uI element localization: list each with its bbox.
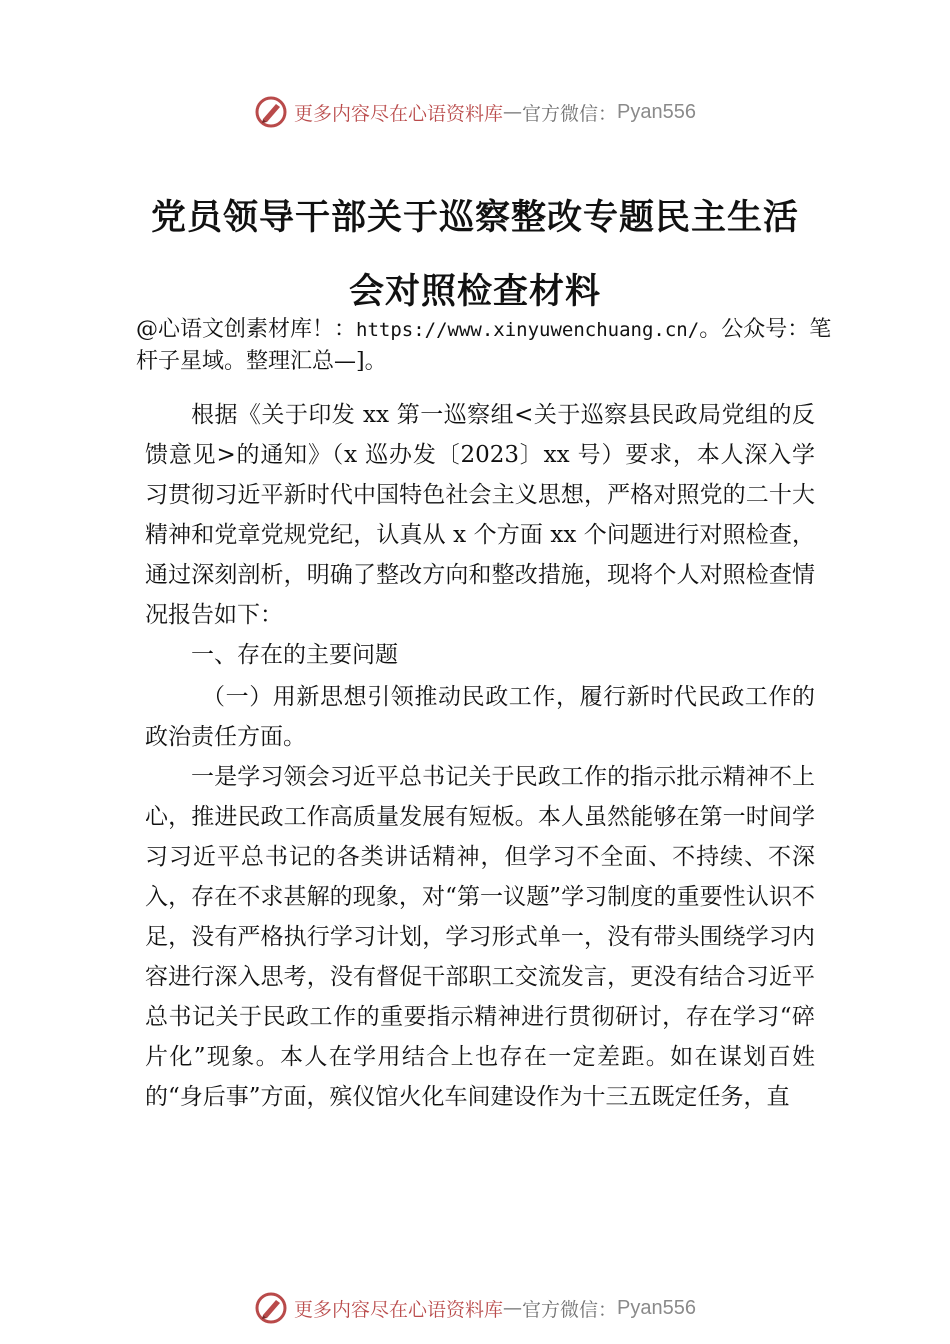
subsection-heading: （一）用新思想引领推动民政工作，履行新时代民政工作的政治责任方面。 [145,684,815,750]
wechat-id: Pyan556 [617,100,696,123]
source-prefix: @心语文创素材库！： [136,317,357,342]
paragraph-intro: 根据《关于印发 xx 第一巡察组<关于巡察县民政局党组的反馈意见>的通知》（x 巡办发〔2023〕xx 号）要求，本人深入学习贯彻习近平新时代中国特色社会主义思想，严格对照党的二十大精神和党章党规党纪，认真从 x 个方面 xx 个问题进行对照检查，通过深刻剖析，明确了整改方向和整改措施，现将个人对照检查情况报告如下： [145,402,815,628]
section-heading: 一、存在的主要问题 [191,642,398,668]
pen-logo-icon [254,1291,288,1325]
source-suffix: 。公众号：笔杆子星域。整理汇总—]。 [136,317,832,374]
footer-banner [0,1288,950,1328]
document-title-line1: 党员领导干部关于巡察整改专题民主生活 [150,197,799,238]
wechat-id: Pyan556 [617,1296,696,1319]
pen-logo-icon [254,95,288,129]
source-url: https://www.xinyuwenchuang.cn/ [356,319,700,341]
banner-dash: — [503,1297,523,1319]
wechat-label: 官方微信： [522,1298,618,1321]
wechat-label: 官方微信： [522,102,618,125]
banner-dash: — [503,101,523,123]
promo-text: 更多内容尽在心语资料库 [294,1298,504,1321]
promo-text: 更多内容尽在心语资料库 [294,102,504,125]
header-banner [0,92,950,132]
source-note [136,314,840,377]
paragraph-body: 一是学习领会习近平总书记关于民政工作的指示批示精神不上心，推进民政工作高质量发展有短板。本人虽然能够在第一时间学习习近平总书记的各类讲话精神，但学习不全面、不持续、不深入，存在不求甚解的现象，对“第一议题”学习制度的重要性认识不足，没有严格执行学习计划，学习形式单一，没有带头围绕学习内容进行深入思考，没有督促干部职工交流发言，更没有结合习近平总书记关于民政工作的重要指示精神进行贯彻研讨，存在学习“碎片化”现象。本人在学用结合上也存在一定差距。如在谋划百姓的“身后事”方面，殡仪馆火化车间建设作为十三五既定任务，直 [145,764,815,1110]
document-title-line2: 会对照检查材料 [348,271,601,312]
document-body [145,395,815,1117]
